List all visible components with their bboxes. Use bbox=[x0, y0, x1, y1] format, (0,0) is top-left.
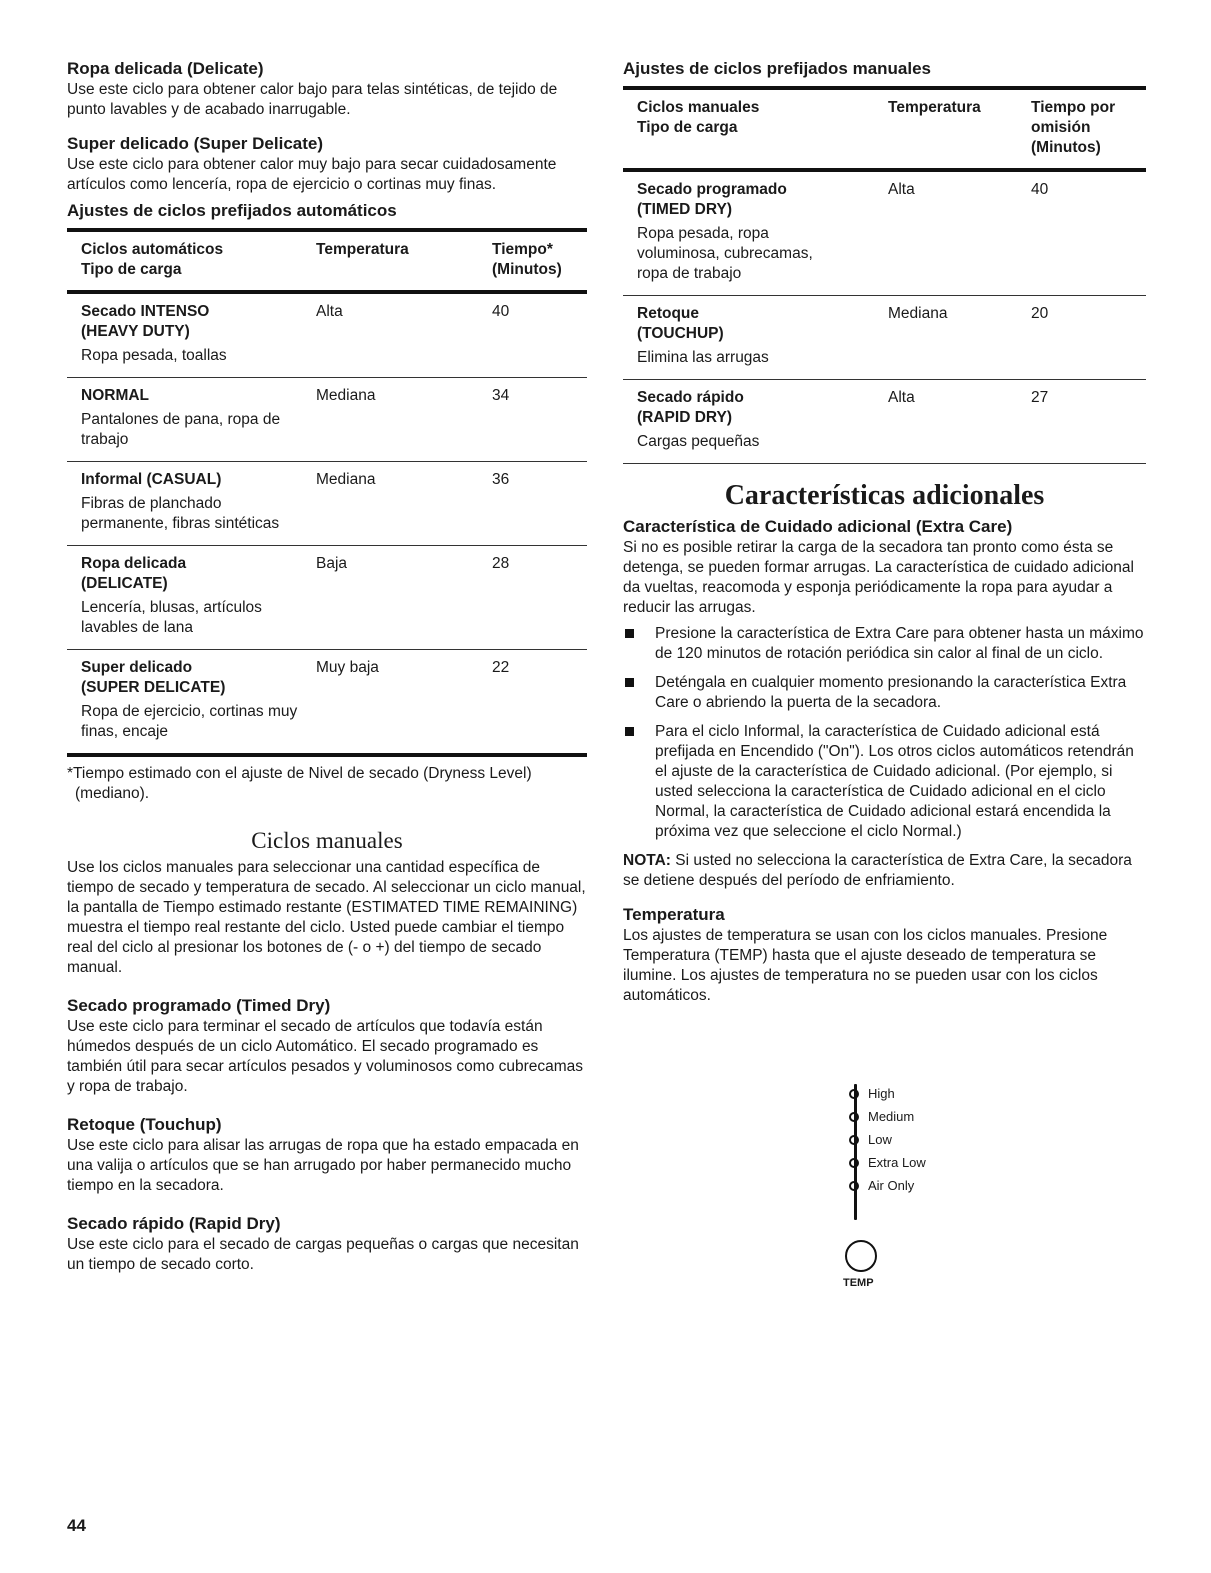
delicate-body: Use este ciclo para obtener calor bajo para telas sintéticas, de tejido de punto lavables y de acabado inarrugable. bbox=[67, 81, 558, 118]
extra-care-body: Si no es posible retirar la carga de la secadora tan pronto como ésta se detenga, se pueden formar arrugas. La característica de cuidado adicional da vueltas, reacomoda y esponja periódicamente la ropa para ayudar a reducir las arrugas. bbox=[623, 539, 1134, 616]
note-paragraph: NOTA: Si usted no selecciona la característica de Extra Care, la secadora se detiene después del período de enfriamiento. bbox=[623, 852, 1132, 889]
auto-table-footnote: *Tiempo estimado con el ajuste de Nivel de secado (Dryness Level) (mediano). bbox=[67, 765, 532, 802]
table-row: Secado programado (TIMED DRY) Ropa pesada, ropa voluminosa, cubrecamas, ropa de trabajo Alta 40 bbox=[623, 170, 1146, 296]
table-header-row bbox=[67, 230, 587, 292]
temp-selector-bar bbox=[854, 1084, 857, 1220]
table-row: Ropa delicada (DELICATE) Lencería, blusas, artículos lavables de lana Baja 28 bbox=[67, 546, 587, 650]
bullet-square-icon bbox=[625, 629, 634, 638]
table-header-row bbox=[623, 88, 1146, 170]
temp-option-extra-low: Extra Low bbox=[849, 1153, 926, 1173]
temp-button-icon bbox=[845, 1240, 877, 1272]
bullet-square-icon bbox=[625, 727, 634, 736]
temperature-heading: Temperatura bbox=[623, 905, 725, 924]
table-row: Retoque (TOUCHUP) Elimina las arrugas Mediana 20 bbox=[623, 296, 1146, 380]
super-delicate-heading: Super delicado (Super Delicate) bbox=[67, 134, 324, 153]
auto-cycles-table bbox=[67, 228, 587, 757]
header-cycle: Ciclos manuales Tipo de carga bbox=[623, 88, 874, 170]
list-item: Presione la característica de Extra Care para obtener hasta un máximo de 120 minutos de rotación periódica sin calor al final de un ciclo. bbox=[623, 624, 1146, 664]
page-number: 44 bbox=[67, 1516, 86, 1535]
header-cycle: Ciclos automáticos Tipo de carga bbox=[67, 230, 302, 292]
additional-features-title: Características adicionales bbox=[724, 480, 1045, 511]
indicator-light-icon bbox=[849, 1181, 859, 1191]
temp-button-label: TEMP bbox=[843, 1277, 874, 1289]
header-temp: Temperatura bbox=[874, 88, 1017, 170]
manual-cycles-table bbox=[623, 86, 1146, 464]
rapid-dry-body: Use este ciclo para el secado de cargas pequeñas o cargas que necesitan un tiempo de secado corto. bbox=[67, 1236, 579, 1273]
manual-cycles-title: Ciclos manuales bbox=[251, 828, 403, 853]
temp-option-air-only: Air Only bbox=[849, 1176, 914, 1196]
table-row: NORMAL Pantalones de pana, ropa de trabajo Mediana 34 bbox=[67, 378, 587, 462]
temp-option-medium: Medium bbox=[849, 1107, 914, 1127]
timed-dry-heading: Secado programado (Timed Dry) bbox=[67, 996, 331, 1015]
left-column bbox=[67, 58, 587, 1275]
list-item: Para el ciclo Informal, la característica de Cuidado adicional está prefijada en Encendido ("On"). Los otros ciclos automáticos retendrán el ajuste de la característica de Cuidado adicional. (Por ejemplo, si usted selecciona la característica de Cuidado adicional en el ciclo Normal, la característica de Cuidado adicional estará encendida la próxima vez que seleccione el ciclo Normal.) bbox=[623, 722, 1146, 842]
header-time: Tiempo* (Minutos) bbox=[478, 230, 587, 292]
rapid-dry-heading: Secado rápido (Rapid Dry) bbox=[67, 1214, 281, 1233]
delicate-heading: Ropa delicada (Delicate) bbox=[67, 59, 264, 78]
touchup-heading: Retoque (Touchup) bbox=[67, 1115, 222, 1134]
touchup-body: Use este ciclo para alisar las arrugas de ropa que ha estado empacada en una valija o artículos que se han arrugado por haber permanecido mucho tiempo en la secadora. bbox=[67, 1137, 579, 1194]
header-time: Tiempo por omisión (Minutos) bbox=[1017, 88, 1146, 170]
extra-care-heading: Característica de Cuidado adicional (Extra Care) bbox=[623, 517, 1013, 536]
table-row: Secado rápido (RAPID DRY) Cargas pequeñas Alta 27 bbox=[623, 380, 1146, 464]
table-row: Super delicado (SUPER DELICATE) Ropa de ejercicio, cortinas muy finas, encaje Muy baja 22 bbox=[67, 650, 587, 756]
header-temp: Temperatura bbox=[302, 230, 478, 292]
temp-option-low: Low bbox=[849, 1130, 892, 1150]
right-column bbox=[623, 58, 1146, 1006]
manual-cycles-body: Use los ciclos manuales para seleccionar una cantidad específica de tiempo de secado y temperatura de secado. Al seleccionar un ciclo manual, la pantalla de Tiempo estimado restante (ESTIMATED TIME REMAINING) muestra el tiempo real restante del ciclo. Usted puede cambiar el tiempo real del ciclo al presionar los botones de (- o +) del tiempo de secado manual. bbox=[67, 859, 586, 976]
indicator-light-icon bbox=[849, 1089, 859, 1099]
timed-dry-body: Use este ciclo para terminar el secado de artículos que todavía están húmedos después de un ciclo Automático. El secado programado es también útil para secar artículos pesados y voluminosos como cubrecamas y ropa de trabajo. bbox=[67, 1018, 584, 1095]
manual-table-heading: Ajustes de ciclos prefijados manuales bbox=[623, 59, 932, 78]
indicator-light-icon bbox=[849, 1112, 859, 1122]
table-row: Informal (CASUAL) Fibras de planchado permanente, fibras sintéticas Mediana 36 bbox=[67, 462, 587, 546]
auto-table-heading: Ajustes de ciclos prefijados automáticos bbox=[67, 201, 397, 220]
temperature-body: Los ajustes de temperatura se usan con los ciclos manuales. Presione Temperatura (TEMP) hasta que el ajuste deseado de temperatura se ilumine. Los ajustes de temperatura no se pueden usar con los ciclos automáticos. bbox=[623, 927, 1108, 1004]
indicator-light-icon bbox=[849, 1135, 859, 1145]
bullet-square-icon bbox=[625, 678, 634, 687]
extra-care-bullets bbox=[623, 624, 1146, 842]
temp-option-high: High bbox=[849, 1084, 895, 1104]
super-delicate-body: Use este ciclo para obtener calor muy bajo para secar cuidadosamente artículos como lencería, ropa de ejercicio o cortinas muy finas. bbox=[67, 156, 557, 193]
table-row: Secado INTENSO (HEAVY DUTY) Ropa pesada, toallas Alta 40 bbox=[67, 292, 587, 378]
list-item: Deténgala en cualquier momento presionando la característica Extra Care o abriendo la puerta de la secadora. bbox=[623, 673, 1146, 713]
temperature-control-illustration bbox=[843, 1082, 993, 1292]
indicator-light-icon bbox=[849, 1158, 859, 1168]
